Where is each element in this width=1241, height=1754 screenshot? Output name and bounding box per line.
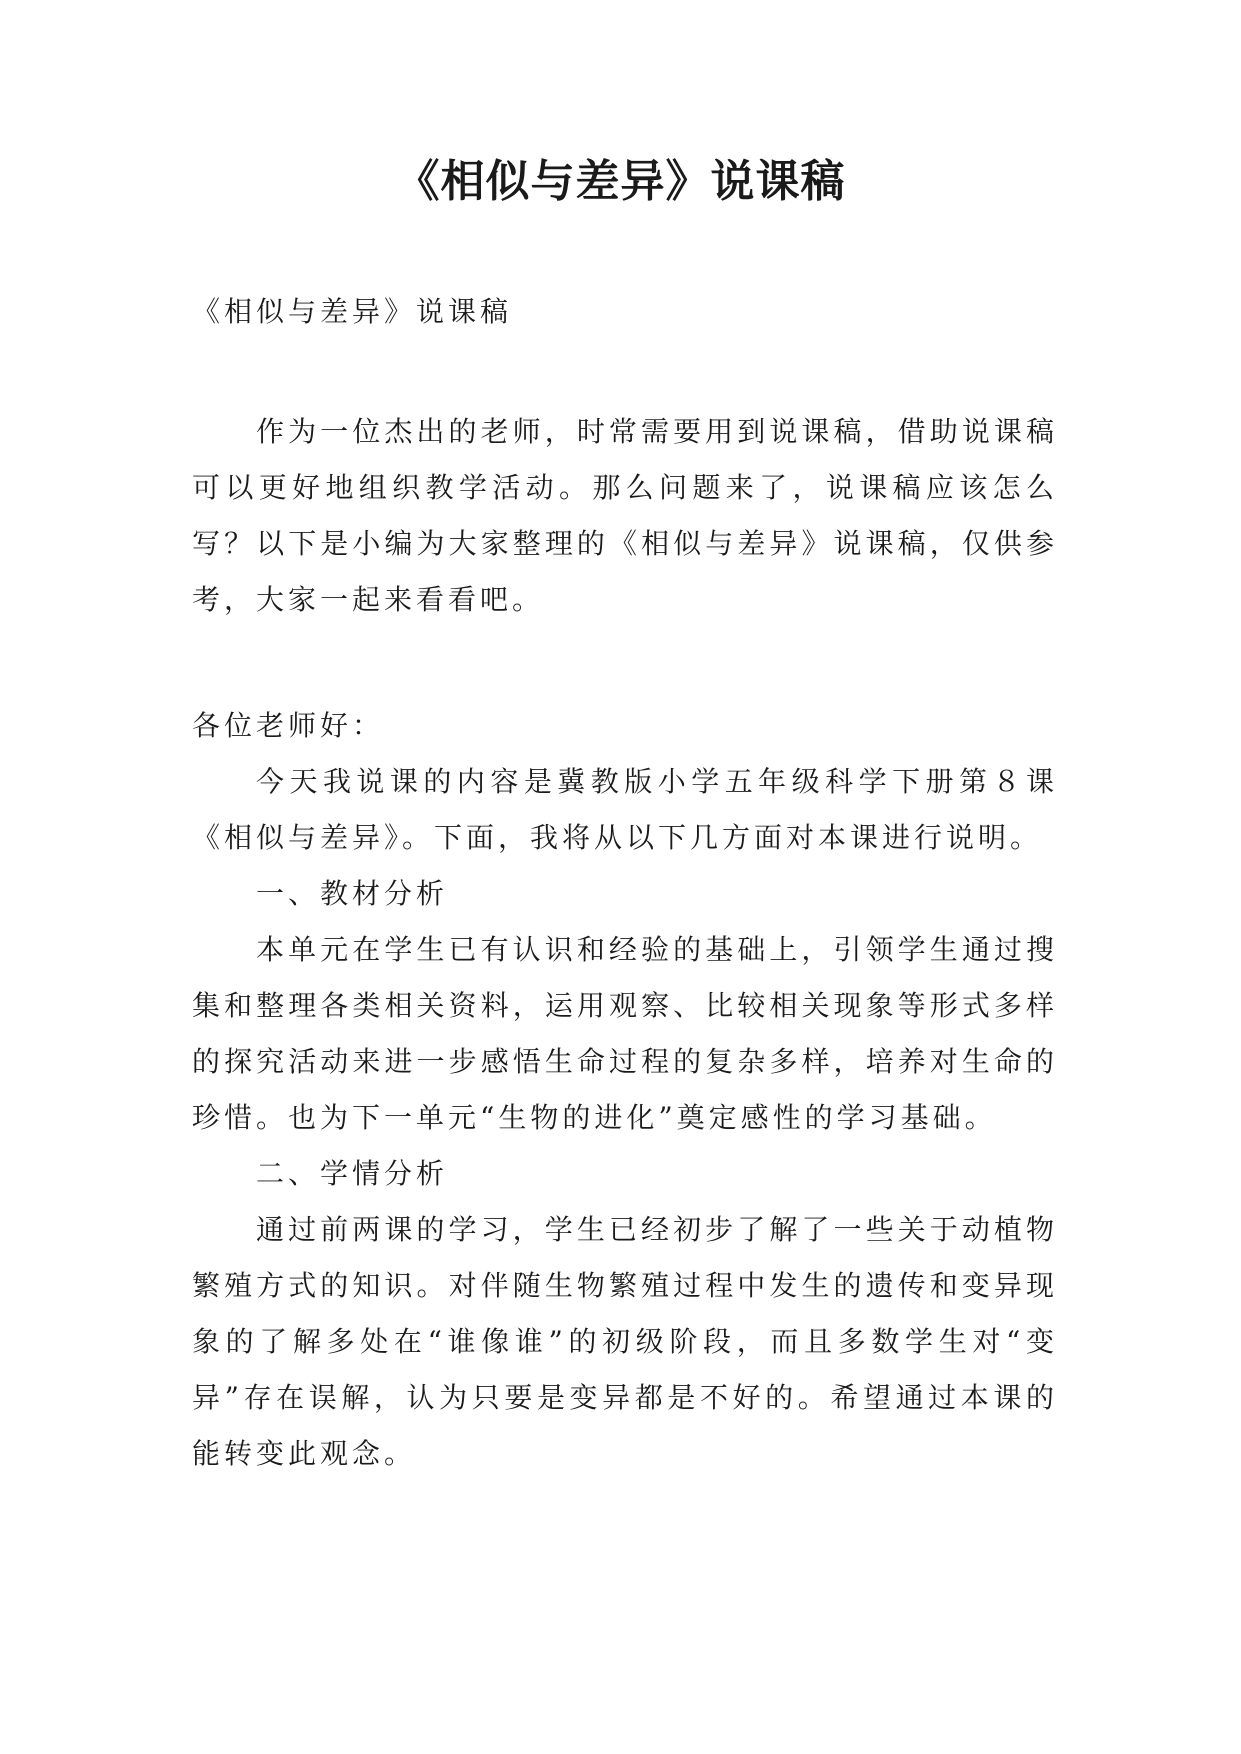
heading-student-analysis: 二、学情分析 xyxy=(256,1157,449,1190)
document-title: 《相似与差异》说课稿 xyxy=(395,156,846,207)
intro-paragraph: 作为一位杰出的老师，时常需要用到说课稿，借助说课稿可以更好地组织教学活动。那么问题来了，说课稿应该怎么写？以下是小编为大家整理的《相似与差异》说课稿，仅供参考，大家一起来看看吧。 xyxy=(192,415,1058,616)
heading-textbook-analysis: 一、教材分析 xyxy=(256,877,449,910)
paragraph-student-analysis: 通过前两课的学习，学生已经初步了解了一些关于动植物繁殖方式的知识。对伴随生物繁殖过程中发生的遗传和变异现象的了解多处在“谁像谁”的初级阶段，而且多数学生对“变异”存在误解，认为只要是变异都是不好的。希望通过本课的能转变此观念。 xyxy=(192,1213,1058,1470)
greeting: 各位老师好： xyxy=(192,709,385,742)
document-subtitle: 《相似与差异》说课稿 xyxy=(192,295,513,328)
speech-body xyxy=(192,698,1058,1482)
paragraph-content-intro: 今天我说课的内容是冀教版小学五年级科学下册第８课《相似与差异》。下面，我将从以下几方面对本课进行说明。 xyxy=(192,765,1058,854)
paragraph-textbook-analysis: 本单元在学生已有认识和经验的基础上，引领学生通过搜集和整理各类相关资料，运用观察、比较相关现象等形式多样的探究活动来进一步感悟生命过程的复杂多样，培养对生命的珍惜。也为下一单元“生物的进化”奠定感性的学习基础。 xyxy=(192,933,1058,1134)
